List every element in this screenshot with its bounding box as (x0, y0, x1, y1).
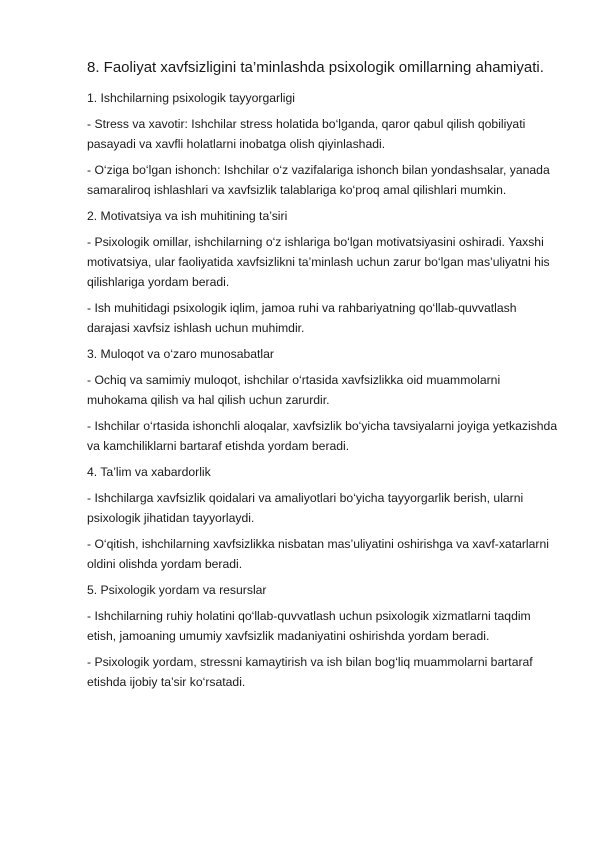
paragraph-trusted-relations: - Ishchilar o‘rtasida ishonchli aloqalar, xavfsizlik bo‘yicha tavsiyalarni joyiga yetkazishda va kamchiliklarni bartaraf etishda yordam beradi. (87, 419, 558, 453)
section-heading-psychological-readiness: 1. Ishchilarning psixologik tayyorgarligi (87, 91, 295, 105)
document-body (87, 58, 559, 698)
paragraph-stress: - Stress va xavotir: Ishchilar stress holatida bo‘lganda, qaror qabul qilish qobiliyati pasayadi va xavfli holatlarni inobatga olish qiyinlashadi. (87, 117, 526, 151)
document-title: 8. Faoliyat xavfsizligini ta’minlashda psixologik omillarning ahamiyati. (87, 59, 544, 76)
section-heading-psychological-support: 5. Psixologik yordam va resurslar (87, 583, 267, 597)
paragraph-stress-reduction: - Psixologik yordam, stressni kamaytirish va ish bilan bog‘liq muammolarni bartaraf etishda ijobiy ta’sir ko‘rsatadi. (87, 655, 533, 689)
paragraph-mental-support: - Ishchilarning ruhiy holatini qo‘llab-quvvatlash uchun psixologik xizmatlarni taqdim etish, jamoaning umumiy xavfsizlik madaniyatini oshirishda yordam beradi. (87, 609, 531, 643)
paragraph-safety-training: - Ishchilarga xavfsizlik qoidalari va amaliyotlari bo‘yicha tayyorgarlik berish, ularni psixologik jihatidan tayyorlaydi. (87, 491, 524, 525)
paragraph-motivation: - Psixologik omillar, ishchilarning o‘z ishlariga bo‘lgan motivatsiyasini oshiradi. Yaxshi motivatsiya, ular faoliyatida xavfsizlikni ta’minlash uchun zarur bo‘lgan mas’uliyatni his qilishlariga yordam beradi. (87, 235, 550, 289)
paragraph-work-climate: - Ish muhitidagi psixologik iqlim, jamoa ruhi va rahbariyatning qo‘llab-quvvatlash darajasi xavfsiz ishlash uchun muhimdir. (87, 301, 517, 335)
paragraph-teaching: - O‘qitish, ishchilarning xavfsizlikka nisbatan mas’uliyatini oshirishga va xavf-xatarlarni oldini olishda yordam beradi. (87, 537, 549, 571)
section-heading-communication: 3. Muloqot va o‘zaro munosabatlar (87, 347, 274, 361)
section-heading-motivation: 2. Motivatsiya va ish muhitining ta’siri (87, 209, 288, 223)
section-heading-training: 4. Ta’lim va xabardorlik (87, 465, 211, 479)
paragraph-self-confidence: - O‘ziga bo‘lgan ishonch: Ishchilar o‘z vazifalariga ishonch bilan yondashsalar, yanada samaraliroq ishlashlari va xavfsizlik talablariga ko‘proq amal qilishlari mumkin. (87, 163, 550, 197)
paragraph-open-communication: - Ochiq va samimiy muloqot, ishchilar o‘rtasida xavfsizlikka oid muammolarni muhokama qilish va hal qilish uchun zarurdir. (87, 373, 501, 407)
